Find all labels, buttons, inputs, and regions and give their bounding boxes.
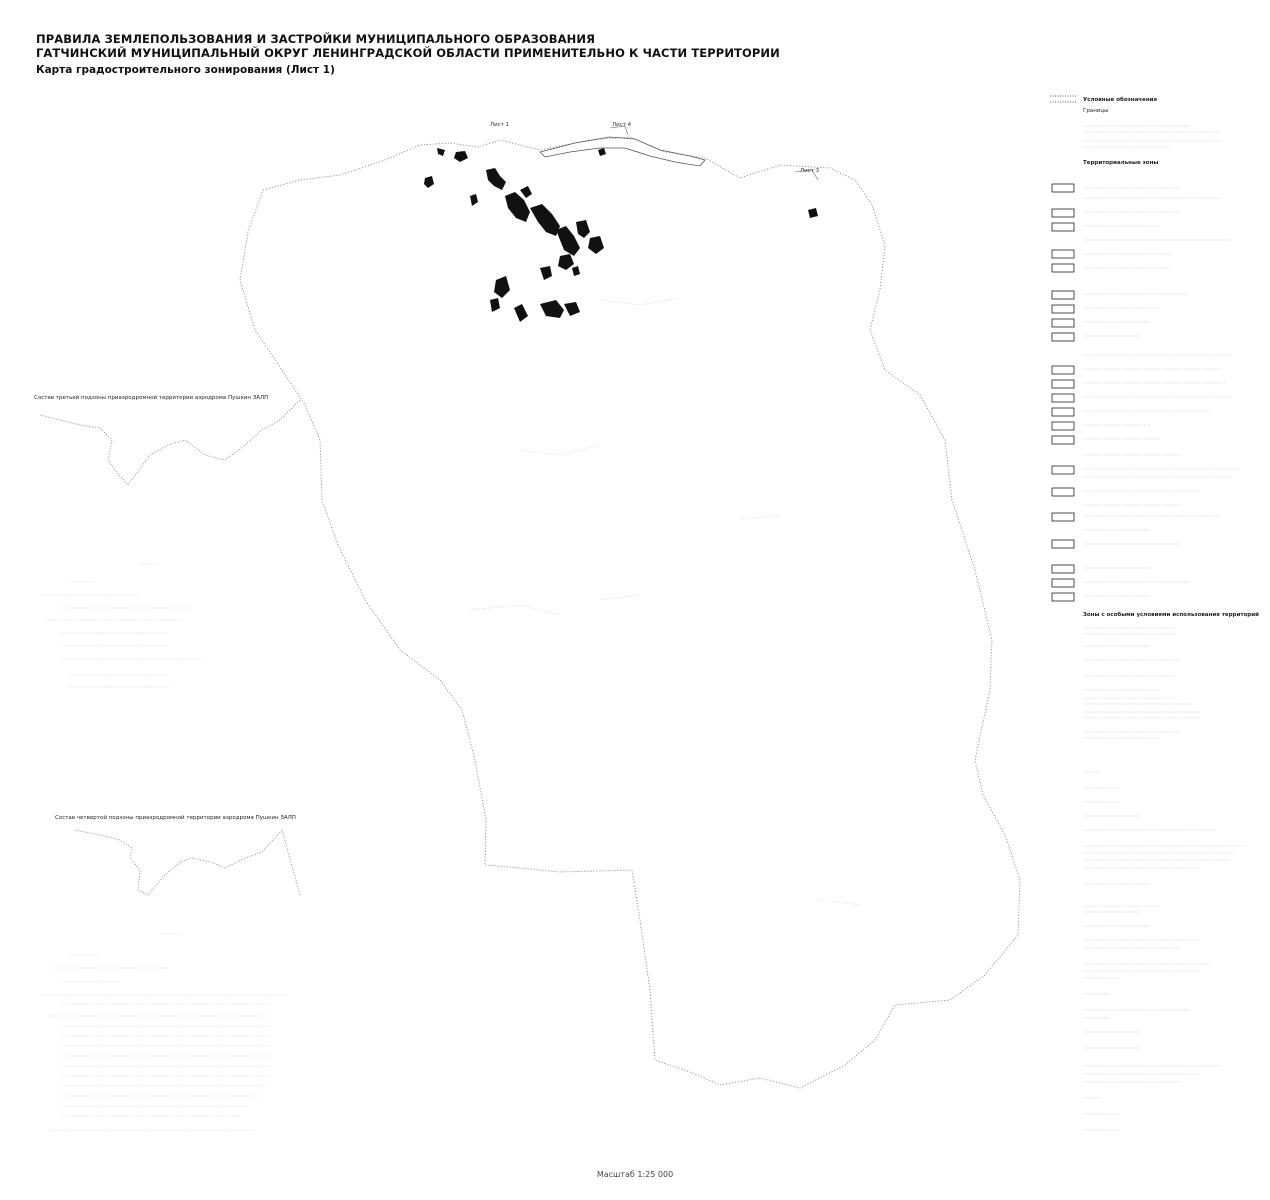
legend-zones-heading: Территориальные зоны bbox=[1083, 160, 1159, 166]
built-up-clusters bbox=[424, 148, 818, 322]
inset-fourth-text-lines bbox=[40, 934, 290, 1130]
map-title-line-1: ПРАВИЛА ЗЕМЛЕПОЛЬЗОВАНИЯ И ЗАСТРОЙКИ МУНИЦИПАЛЬНОГО ОБРАЗОВАНИЯ bbox=[36, 32, 596, 46]
sheet-3-label: Лист 3 bbox=[800, 168, 820, 174]
legend-symbols bbox=[1050, 96, 1076, 601]
coastal-strip bbox=[540, 137, 705, 166]
inset-fourth-subzone-boundary bbox=[75, 830, 300, 895]
inset-third-text-lines bbox=[40, 564, 205, 687]
sheet-4-label: Лист 4 bbox=[612, 122, 632, 128]
legend-borders-heading: Границы bbox=[1083, 108, 1109, 114]
map-title-line-2: ГАТЧИНСКИЙ МУНИЦИПАЛЬНЫЙ ОКРУГ ЛЕНИНГРАДСКОЙ ОБЛАСТИ ПРИМЕНИТЕЛЬНО К ЧАСТИ ТЕРРИТОРИИ bbox=[36, 46, 780, 60]
inset-third-title: Состав третьей подзоны приаэродромной территории аэродрома Пушкин ЗАЛП bbox=[34, 395, 269, 401]
legend-zouit-heading: Зоны с особыми условиями использования территорий bbox=[1083, 612, 1259, 618]
map-subtitle: Карта градостроительного зонирования (Лист 1) bbox=[36, 64, 335, 76]
municipal-boundary bbox=[240, 137, 1020, 1088]
inset-fourth-title: Состав четвертой подзоны приаэродромной территории аэродрома Пушкин ЗАЛП bbox=[55, 815, 296, 821]
map-scale: Масштаб 1:25 000 bbox=[596, 1170, 674, 1179]
inset-third-subzone-boundary bbox=[40, 400, 300, 485]
legend-heading: Условные обозначения bbox=[1083, 97, 1158, 103]
sheet-1-label: Лист 1 bbox=[490, 122, 510, 128]
internal-boundaries bbox=[470, 298, 860, 905]
